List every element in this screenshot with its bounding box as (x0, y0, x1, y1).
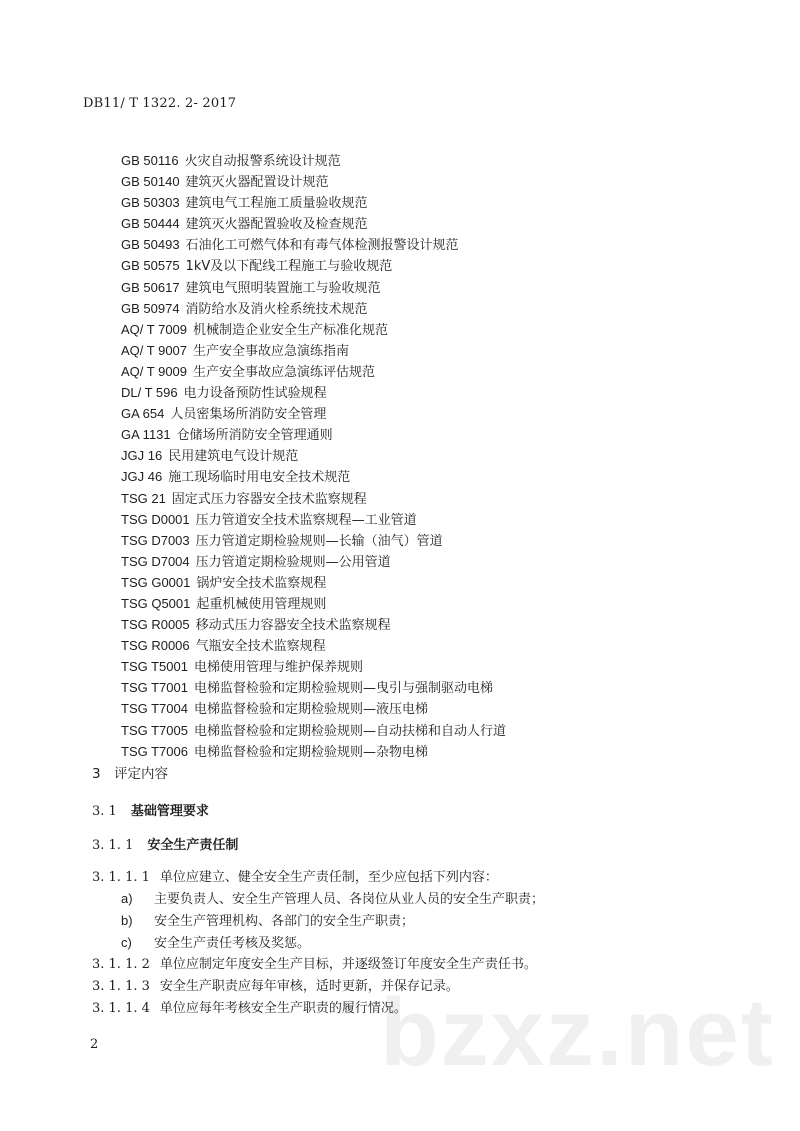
reference-code: AQ/ T 9009 (121, 363, 188, 379)
clause-number: 3. 1. 1. 1 (92, 870, 150, 885)
list-text: 主要负责人、安全生产管理人员、各岗位从业人员的安全生产职责； (154, 892, 545, 907)
reference-code: TSG 21 (121, 490, 166, 506)
list-text: 安全生产管理机构、各部门的安全生产职责； (154, 914, 415, 929)
reference-title: 电梯监督检验和定期检验规则—液压电梯 (193, 702, 428, 718)
reference-item (121, 298, 506, 319)
reference-item (121, 551, 506, 572)
reference-title: 建筑电气工程施工质量验收规范 (185, 196, 368, 212)
reference-title: 1kV及以下配线工程施工与验收规范 (185, 259, 393, 275)
list-item (121, 910, 414, 929)
reference-title: 消防给水及消火栓系统技术规范 (185, 301, 368, 317)
reference-item (121, 635, 506, 656)
reference-item (121, 530, 506, 551)
reference-title: 建筑灭火器配置验收及检查规范 (185, 217, 368, 233)
reference-title: 压力管道定期检验规则—长输（油气）管道 (195, 533, 443, 549)
reference-code: GA 654 (121, 406, 165, 422)
reference-item (121, 677, 506, 698)
clause (92, 997, 407, 1016)
reference-item (121, 698, 506, 719)
subsection-heading (92, 834, 238, 853)
reference-item (121, 593, 506, 614)
reference-code: TSG T7001 (121, 680, 188, 696)
reference-code: GB 50575 (121, 258, 180, 274)
reference-code: JGJ 46 (121, 469, 163, 485)
reference-title: 电力设备预防性试验规程 (183, 386, 327, 402)
reference-item (121, 171, 506, 192)
reference-code: TSG R0006 (121, 638, 190, 654)
reference-title: 移动式压力容器安全技术监察规程 (195, 618, 391, 634)
list-item (121, 888, 544, 907)
subsection-number: 3. 1 (92, 804, 117, 819)
clause-text: 单位应制定年度安全生产目标，并逐级签订年度安全生产责任书。 (159, 957, 537, 972)
section-number: 3 (92, 766, 101, 782)
clause-number: 3. 1. 1. 2 (92, 957, 150, 972)
reference-item (121, 614, 506, 635)
page-number: 2 (90, 1037, 99, 1052)
reference-item (121, 572, 506, 593)
reference-title: 生产安全事故应急演练指南 (193, 343, 350, 359)
reference-item (121, 488, 506, 509)
reference-item (121, 192, 506, 213)
reference-code: GB 50974 (121, 300, 180, 316)
reference-item (121, 445, 506, 466)
clause-number: 3. 1. 1. 3 (92, 979, 150, 994)
list-text: 安全生产责任考核及奖惩。 (154, 936, 311, 951)
reference-item (121, 319, 506, 340)
clause-text: 单位应每年考核安全生产职责的履行情况。 (159, 1001, 407, 1016)
reference-item (121, 656, 506, 677)
reference-title: 电梯监督检验和定期检验规则—杂物电梯 (193, 744, 428, 760)
subsection-heading (92, 800, 209, 819)
reference-title: 压力管道定期检验规则—公用管道 (195, 554, 391, 570)
reference-item (121, 382, 506, 403)
reference-code: GB 50617 (121, 279, 180, 295)
reference-item (121, 277, 506, 298)
reference-code: TSG D0001 (121, 511, 190, 527)
reference-code: TSG R0005 (121, 617, 190, 633)
reference-title: 石油化工可燃气体和有毒气体检测报警设计规范 (185, 238, 459, 254)
reference-list (121, 150, 506, 762)
reference-code: TSG D7004 (121, 553, 190, 569)
list-marker: c) (121, 935, 132, 950)
reference-code: GB 50303 (121, 195, 180, 211)
list-item (121, 932, 310, 951)
reference-item (121, 741, 506, 762)
reference-title: 电梯监督检验和定期检验规则—曳引与强制驱动电梯 (193, 681, 493, 697)
reference-code: GB 50444 (121, 216, 180, 232)
subsection-title: 基础管理要求 (130, 804, 209, 819)
section-title: 评定内容 (114, 766, 168, 782)
reference-code: AQ/ T 9007 (121, 342, 188, 358)
reference-code: AQ/ T 7009 (121, 321, 188, 337)
reference-code: GB 50493 (121, 237, 180, 253)
reference-code: TSG G0001 (121, 574, 191, 590)
reference-item (121, 340, 506, 361)
document-code: DB11/ T 1322. 2- 2017 (83, 96, 237, 111)
reference-code: DL/ T 596 (121, 385, 178, 401)
reference-item (121, 361, 506, 382)
reference-item (121, 509, 506, 530)
section-heading (92, 762, 168, 782)
watermark-logo: bzxz.net (380, 979, 775, 1086)
clause-number: 3. 1. 1. 4 (92, 1001, 150, 1016)
list-marker: b) (121, 913, 133, 928)
reference-code: TSG T7004 (121, 701, 188, 717)
reference-item (121, 403, 506, 424)
reference-title: 仓储场所消防安全管理通则 (176, 428, 333, 444)
reference-code: GA 1131 (121, 427, 171, 443)
reference-title: 施工现场临时用电安全技术规范 (168, 470, 351, 486)
reference-item (121, 255, 506, 276)
reference-title: 民用建筑电气设计规范 (168, 449, 299, 465)
reference-title: 气瓶安全技术监察规程 (195, 639, 326, 655)
reference-title: 火灾自动报警系统设计规范 (184, 154, 341, 169)
reference-title: 电梯使用管理与维护保养规则 (193, 660, 363, 676)
list-marker: a) (121, 891, 133, 906)
reference-item (121, 213, 506, 234)
reference-item (121, 234, 506, 255)
reference-code: TSG T5001 (121, 659, 188, 675)
subsection-number: 3. 1. 1 (92, 838, 134, 853)
reference-title: 建筑电气照明装置施工与验收规范 (185, 280, 381, 296)
reference-title: 锅炉安全技术监察规程 (196, 575, 327, 591)
reference-code: GB 50140 (121, 174, 180, 190)
clause (92, 953, 537, 972)
reference-code: TSG T7005 (121, 722, 188, 738)
reference-title: 固定式压力容器安全技术监察规程 (171, 491, 367, 507)
reference-title: 压力管道安全技术监察规程—工业管道 (195, 512, 417, 528)
reference-title: 人员密集场所消防安全管理 (170, 407, 327, 423)
clause (92, 975, 459, 994)
clause (92, 866, 498, 885)
reference-item (121, 720, 506, 741)
clause-text: 单位应建立、健全安全生产责任制，至少应包括下列内容： (159, 870, 498, 885)
reference-title: 机械制造企业安全生产标准化规范 (193, 322, 389, 338)
clause-text: 安全生产职责应每年审核，适时更新，并保存记录。 (159, 979, 459, 994)
reference-item (121, 466, 506, 487)
subsection-title: 安全生产责任制 (147, 838, 239, 853)
reference-code: TSG T7006 (121, 743, 188, 759)
reference-item (121, 424, 506, 445)
reference-title: 建筑灭火器配置设计规范 (185, 175, 329, 191)
reference-title: 生产安全事故应急演练评估规范 (193, 364, 376, 380)
reference-code: TSG Q5001 (121, 595, 191, 611)
reference-code: TSG D7003 (121, 532, 190, 548)
reference-title: 电梯监督检验和定期检验规则—自动扶梯和自动人行道 (193, 723, 506, 739)
reference-item (121, 150, 506, 171)
reference-code: JGJ 16 (121, 448, 163, 464)
reference-code: GB 50116 (121, 153, 179, 168)
reference-title: 起重机械使用管理规则 (196, 596, 327, 612)
